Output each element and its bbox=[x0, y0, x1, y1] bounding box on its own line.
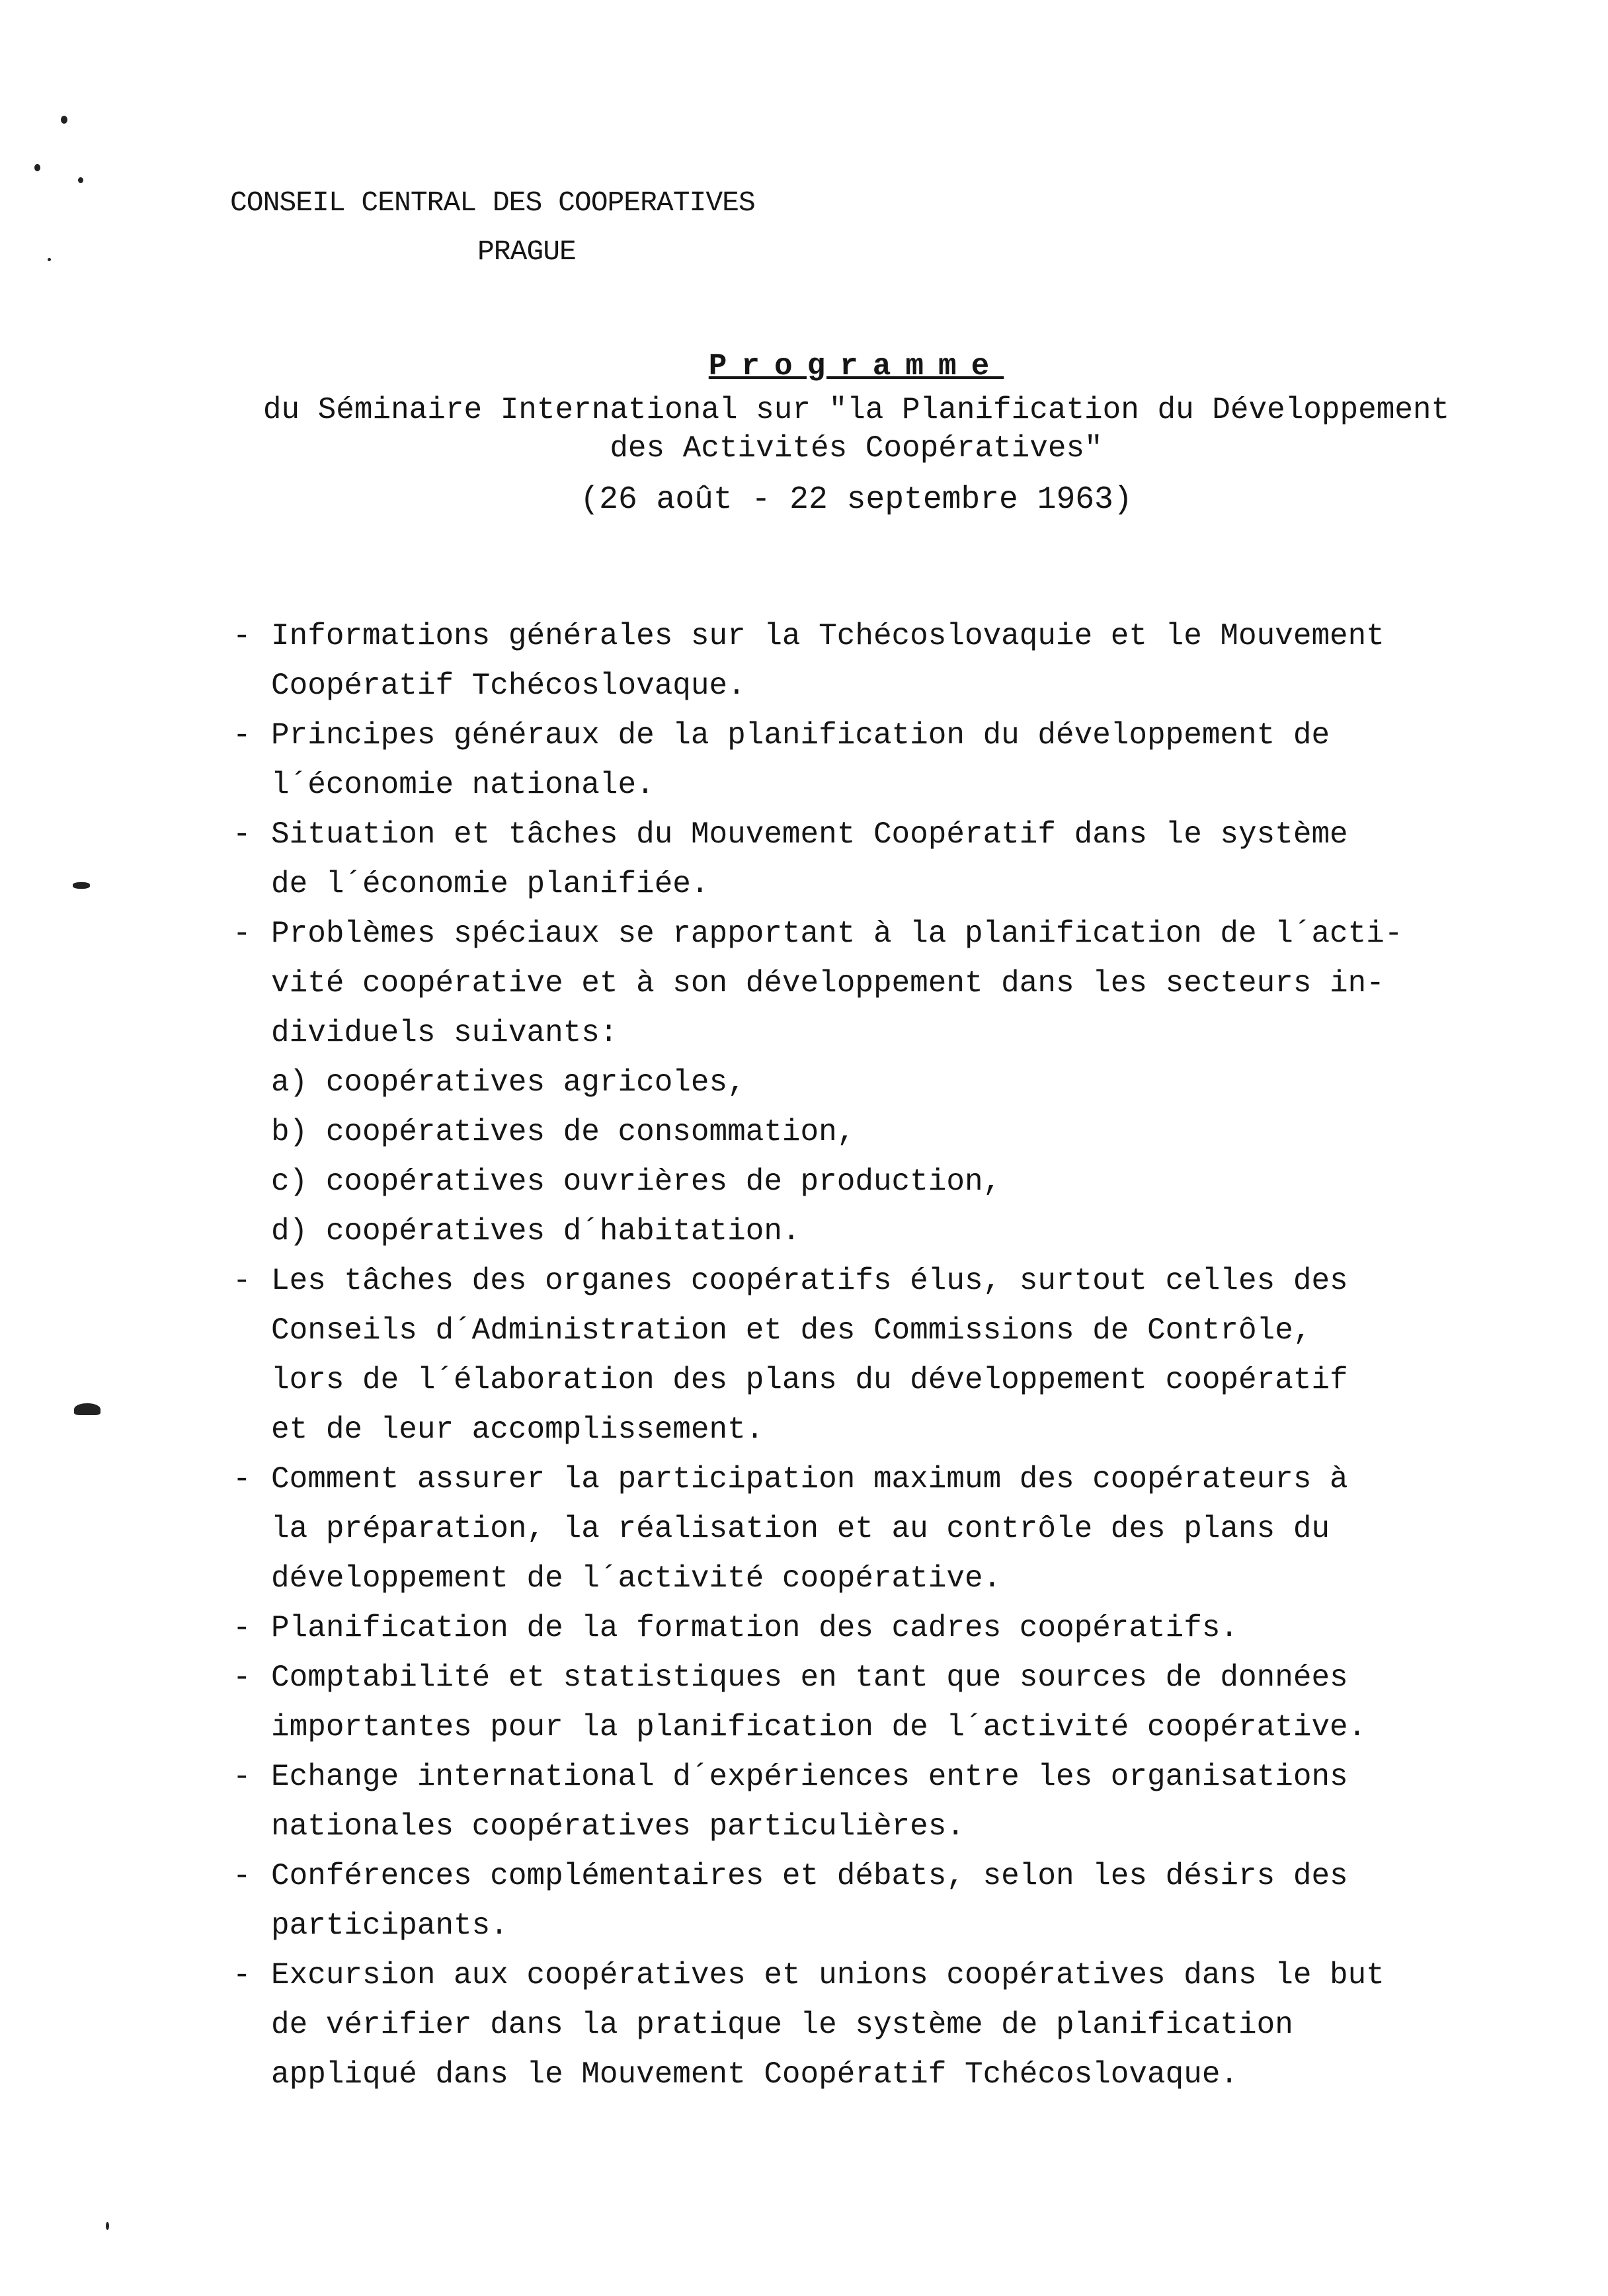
sector-item: d) coopératives d´habitation. bbox=[271, 1214, 801, 1249]
sector-sublist bbox=[271, 1058, 1501, 1256]
list-dash: - bbox=[233, 1760, 251, 1794]
sector-item: c) coopératives ouvrières de production, bbox=[271, 1165, 1002, 1199]
program-item-text: Comptabilité et statistiques en tant que sources de données importantes pour la planification de l´activité coopérative. bbox=[271, 1660, 1367, 1744]
program-item-text: Les tâches des organes coopératifs élus, surtout celles des Conseils d´Administration et des Commissions de Contrôle, lors de l´élaboration des plans du développement coopératif et de leur accomplissement. bbox=[271, 1264, 1348, 1447]
program-item bbox=[225, 1455, 1501, 1604]
program-items-list bbox=[225, 612, 1501, 2100]
list-dash: - bbox=[233, 1859, 251, 1893]
list-dash: - bbox=[233, 817, 251, 852]
program-item-text: Situation et tâches du Mouvement Coopératif dans le système de l´économie planifiée. bbox=[271, 817, 1348, 901]
document-heading: Programme bbox=[708, 349, 1004, 384]
program-item bbox=[225, 1256, 1501, 1455]
program-item-text: Excursion aux coopératives et unions coopératives dans le but de vérifier dans la pratique le système de planification appliqué dans le Mouvement Coopératif Tchécoslovaque. bbox=[271, 1958, 1385, 2092]
scan-speck bbox=[61, 116, 67, 124]
list-dash: - bbox=[233, 718, 251, 753]
letterhead bbox=[230, 179, 755, 276]
sector-item: b) coopératives de consommation, bbox=[271, 1115, 856, 1149]
program-item bbox=[225, 1604, 1501, 1653]
program-item-text: Conférences complémentaires et débats, selon les désirs des participants. bbox=[271, 1859, 1348, 1943]
program-item bbox=[225, 1951, 1501, 2100]
program-item-text: Principes généraux de la planification du développement de l´économie nationale. bbox=[271, 718, 1330, 802]
list-dash: - bbox=[233, 1264, 251, 1298]
program-item-text: Echange international d´expériences entre les organisations nationales coopératives particulières. bbox=[271, 1760, 1348, 1844]
list-dash: - bbox=[233, 1958, 251, 1992]
program-item bbox=[225, 1653, 1501, 1752]
program-item-text: Informations générales sur la Tchécoslovaquie et le Mouvement Coopératif Tchécoslovaque. bbox=[271, 619, 1385, 703]
program-item bbox=[225, 612, 1501, 711]
program-item bbox=[225, 1852, 1501, 1951]
scan-speck bbox=[34, 164, 40, 171]
list-dash: - bbox=[233, 1611, 251, 1645]
program-item bbox=[225, 909, 1501, 1256]
list-dash: - bbox=[233, 1660, 251, 1695]
city-name: PRAGUE bbox=[477, 235, 576, 268]
seminar-dates: (26 août - 22 septembre 1963) bbox=[580, 482, 1133, 518]
list-dash: - bbox=[233, 619, 251, 653]
sector-item: a) coopératives agricoles, bbox=[271, 1065, 746, 1100]
list-dash: - bbox=[233, 917, 251, 951]
subtitle-line-2: des Activités Coopératives" bbox=[610, 431, 1103, 466]
scan-speck bbox=[73, 882, 90, 889]
list-dash: - bbox=[233, 1462, 251, 1496]
scan-speck bbox=[74, 1403, 100, 1415]
program-item-text: Planification de la formation des cadres coopératifs. bbox=[271, 1611, 1239, 1645]
program-item-text: Comment assurer la participation maximum des coopérateurs à la préparation, la réalisation et au contrôle des plans du développement de l´activité coopérative. bbox=[271, 1462, 1348, 1596]
scan-speck bbox=[78, 177, 83, 183]
program-item bbox=[225, 810, 1501, 909]
program-item-text: Problèmes spéciaux se rapportant à la planification de l´acti- vité coopérative et à son développement dans les secteurs in- dividuels suivants: bbox=[271, 917, 1403, 1050]
program-item bbox=[225, 711, 1501, 810]
organization-name: CONSEIL CENTRAL DES COOPERATIVES bbox=[230, 186, 755, 219]
scan-speck bbox=[106, 2222, 109, 2230]
program-item bbox=[225, 1752, 1501, 1852]
scan-speck bbox=[48, 258, 51, 261]
title-block bbox=[198, 347, 1514, 519]
subtitle-line-1: du Séminaire International sur "la Planification du Développement bbox=[262, 393, 1450, 427]
